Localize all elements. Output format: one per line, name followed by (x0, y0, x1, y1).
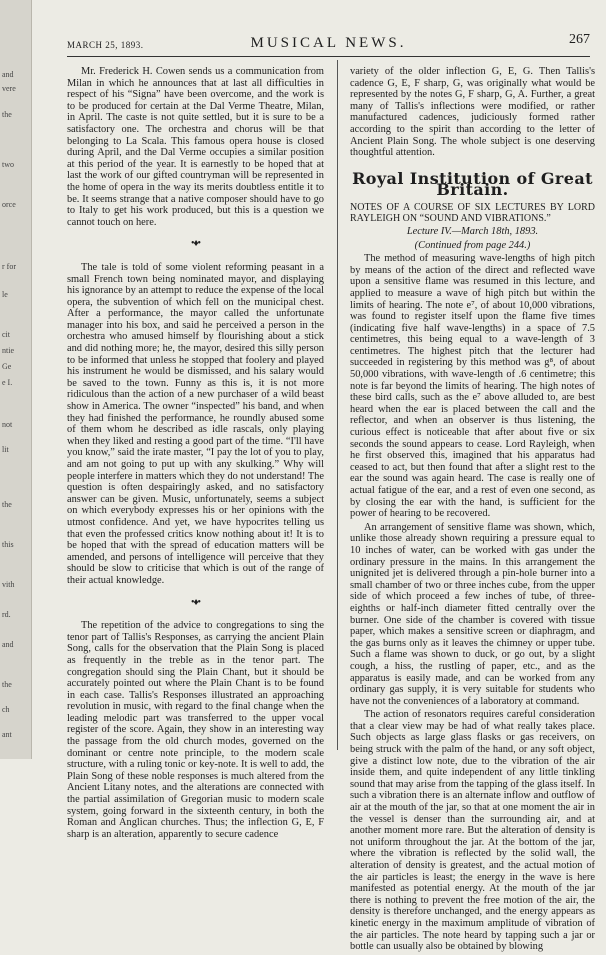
binding-fragment: ch (2, 705, 10, 714)
paragraph-mayor-tale: The tale is told of some violent reforming peasant in a small French town being nominated mayor, and displaying his ignorance by an attempt to reduce the expense of the local opera, the subvention of which fell on the municipal chest. After a performance, the mayor called the unfortunate manager into his box, and said he perceived a person in the orchestra who amused himself by flourishing about a stick and did nothing more; he, the mayor, desired this silly person to be informed that unless he stopped that foolery and played his instrument he would be dismissed, and his salary would be saved to the town. Funny as this is, it is not more ridiculous than the action of a new purchaser of a wild beast show in America. The owner “inspected” his band, and when they had finished the performance, he roundly abused some of them whom he described as idle rascals, only playing when they liked and resting a good part of the time. “I'll have you know,” said the irate master, “I pay the lot of you to play, and am not going to put up with any skulking.” Why will people interfere in matters which they do not understand! The question is often despairingly asked, and no satisfactory answer can be given. Music, unfortunately, seems a subject on which everybody expresses his or her opinions with the utmost confidence. And yet, we have hypocrites telling us that even the professed critics know nothing about it! It is to be hoped that with the spread of education matters will be amended, and persons of intelligence will perceive that they should be slow to criticise that which is out of the range of their actual knowledge. (67, 261, 324, 586)
binding-fragment: the (2, 680, 12, 689)
issue-date: MARCH 25, 1893. (67, 40, 144, 50)
page-header (67, 32, 590, 52)
paragraph-cowen-signa: Mr. Frederick H. Cowen sends us a communication from Milan in which he announces that at last all difficulties in respect of his “Signa” have been overcome, and the work is to be produced for certain at the Dal Verme Theatre, Milan, in April. The caste is not quite settled, but it is sure to be a satisfactory one. The orchestra and chorus will be that belonging to La Scala. This famous opera house is closed during April, and the Dal Verme occupies a similar position at this period of the year. It is earnestly to be hoped that at last the work of our gifted countryman will be represented in the home of opera in the way its merits doubtless entitle it to be. It seems strange that a native composer should have to go to Italy to get his work produced, but this is a question we cannot touch on here. (67, 66, 324, 228)
binding-fragment: ant (2, 730, 12, 739)
binding-fragment: r for (2, 262, 16, 271)
binding-fragment: lit (2, 445, 9, 454)
binding-fragment: vith (2, 580, 15, 589)
page-number: 267 (569, 32, 590, 47)
binding-fragment: this (2, 540, 14, 549)
binding-fragment: vere (2, 84, 16, 93)
paragraph-tallis-responses: The repetition of the advice to congregations to sing the tenor part of Tallis's Responses, as carrying the ancient Plain Song, calls for the observation that the Plain Song is placed as frequently in the treble as in the tenor part. The congregation should sing the Plain Chant, but it should be accurately pointed out where the Plain Chant is to be found in each case. Tallis's Responses illustrated an approaching revolution in music, with regard to the final change when the leading melodic part was transferred to the upper vocal register of the score. Again, they show in an interesting way the passage from the old church modes, governed on the dominant or centre note principle, to the modern scale structure, with a ruling tonic or key-note. It is well to add, the Plain Song of these noble responses is much altered from the Ancient Litany notes, and the alterations are connected with the partial assimilation of Gregorian music to modern scale system, going forward in the sixteenth century, in both the Roman and Anglican churches. Thus; the inflection G, E, F sharp is an alteration, apparently to secure cadence (67, 620, 324, 840)
binding-fragment: two (2, 160, 14, 169)
binding-fragment: orce (2, 200, 16, 209)
newspaper-page (40, 0, 600, 953)
binding-fragment: le (2, 290, 8, 299)
section-separator: •♦• (190, 238, 201, 250)
paragraph-resonators: The action of resonators requires careful consideration that a clear view may be had of what really takes place. Such objects as large glass flasks or gas receivers, on being struck with the palm of the hand, or any soft object, give a distinct low note, due to the vibration of the air inside them, and quite independent of any little tinkling sound that may arise from the tapping of the glass itself. In such a vibration there is an alternate inflow and outflow of air at the mouth of the jar, so that at one moment the air in the vessel is denser than the surrounding air, and at another moment more rare. But the alteration of density is not uniform throughout the jar. At the bottom of the jar, where the vibration is reflected by the solid wall, the alteration of density is greatest, and the actual motion of the air particles is least; the energy in the wave is here manifested as potential energy. At the mouth of the jar there is nothing to prevent the free motion of the air, the density is therefore unchanged, and the energy appears as kinetic energy in the maximum amplitude of vibration of the air particles. The note heard by tapping such a jar or bottle can usually also be obtained by blowing (350, 709, 595, 953)
paragraph-wave-lengths: The method of measuring wave-lengths of high pitch by means of the action of the direct and reflected wave upon a sensitive flame was resumed in this lecture, and applied to measure a wave of high pitch but within the limits of hearing. The note e⁷, of about 10,000 vibrations, was found to register itself upon the flame five times (indicating five half wave-lengths) in a space of 7.5 centimetres, this being equal to a wave-length of 3 centimetres. The highest pitch that the lecturer had succeeded in registering by this method was g⁸, of about 50,000 vibrations, with wave-length of .6 centimetre; this note is far beyond the limits of hearing. The high notes of these bird calls, such as the e⁷ above alluded to, are best heard when the ear is placed between the call and the reflector, and when an observer is thus listening, the curious effect is noticeable that after about five or six seconds the sound appears to cease. Lord Rayleigh, when he first observed this, imagined that his apparatus had ceased to act, but then found that after a slight rest to the ear the sound was again heard. The case is really one of actual fatigue of the ear, and a rest of even one second, as by closing the ear with the hand, is sufficient for the power of hearing to be recovered. (350, 253, 595, 520)
paragraph-sensitive-flame: An arrangement of sensitive flame was shown, which, unlike those already shown requiring a pressure equal to 10 inches of water, can be worked with gas under the ordinary pressure in the mains. In this arrangement the unignited jet is delivered through a pin-hole burner into a small chamber of two or three inches cube, from the upper side of which proceed a few inches of tube, of three-eighths or half-inch diameter fitted centrally over the burner. One side of the chamber is covered with tissue paper, which makes a sensitive screen or diaphragm, and the gas burns only as it leaves the chimney or upper tube. Such a flame was shown to duck, or go out, by a slight cough, a hiss, the rustling of paper, etc., and as the apparatus is easily made, and can be worked from any ordinary gas supply, it is very suitable for students who have not the conveniences of a laboratory at command. (350, 521, 595, 707)
binding-fragment: the (2, 500, 12, 509)
publication-title: MUSICAL NEWS. (250, 35, 407, 51)
paragraph-tallis-continued: variety of the older inflection G, E, G. Then Tallis's cadence G, E, F sharp, G, was originally what would be represented by the notes G, F sharp, G, A. Further, a great many of Tallis's inflections were modified, or rather manufactured cadences, judiciously formed rather according to the spirit than according to the letter of Ancient Plain Song. The whole subject is one deserving thoughtful attention. (350, 66, 595, 159)
binding-fragment: not (2, 420, 13, 429)
binding-fragment: cit (2, 330, 10, 339)
left-column (67, 66, 324, 842)
binding-fragment: and (2, 70, 14, 79)
section-separator: •♦• (190, 596, 201, 608)
binding-fragment: the (2, 110, 12, 119)
lecture-date-line: Lecture IV.—March 18th, 1893. (406, 225, 539, 237)
lecture-notes-subtitle: NOTES OF A COURSE OF SIX LECTURES BY LORD RAYLEIGH ON “SOUND AND VIBRATIONS.” (350, 201, 595, 224)
binding-fragment: Ge (2, 362, 12, 371)
royal-institution-heading: Royal Institution of Great Britain. (352, 168, 593, 200)
binding-fragment: rd. (2, 610, 11, 619)
binding-fragment: ntie (2, 346, 14, 355)
binding-fragment: and (2, 640, 14, 649)
header-rule (67, 56, 590, 57)
binding-fragment: e I. (2, 378, 13, 387)
column-divider (337, 60, 338, 750)
right-column (350, 66, 595, 955)
continued-from-line: (Continued from page 244.) (414, 239, 531, 251)
book-binding-edge (0, 0, 32, 759)
